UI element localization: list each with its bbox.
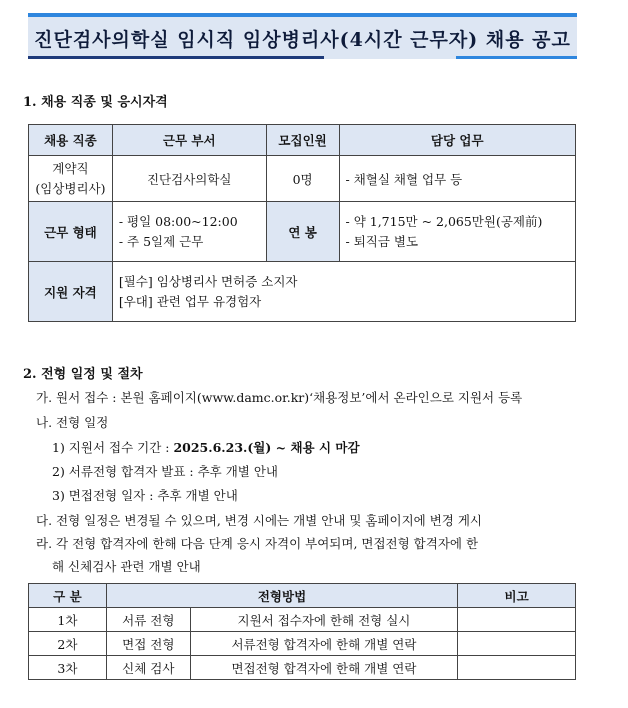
- title-box: [28, 17, 577, 59]
- qualification-line1: [필수] 임상병리사 면허증 소지자: [118, 273, 298, 289]
- detail-cell: 면접전형 합격자에 한해 개별 연락: [190, 656, 457, 680]
- detail-cell: 서류전형 합격자에 한해 개별 연락: [190, 632, 457, 656]
- header-job-type: 채용 직종: [29, 125, 113, 156]
- salary-label: 연 봉: [266, 202, 339, 262]
- section1-heading: 1. 채용 직종 및 응시자격: [23, 95, 168, 110]
- screening-header-row: [29, 584, 576, 608]
- work-type-cell: [112, 202, 266, 262]
- headcount-cell: 0명: [266, 156, 339, 202]
- job-table: [28, 124, 576, 322]
- work-type-label: 근무 형태: [29, 202, 113, 262]
- stage-cell: 2차: [29, 632, 107, 656]
- header-department: 근무 부서: [112, 125, 266, 156]
- qualification-label: 지원 자격: [29, 262, 113, 322]
- note-cell: [458, 632, 576, 656]
- department-cell: 진단검사의학실: [112, 156, 266, 202]
- header-duty: 담당 업무: [339, 125, 576, 156]
- item-ra-line2: 해 신체검사 관련 개별 안내: [52, 559, 201, 574]
- detail-cell: 지원서 접수자에 한해 전형 실시: [190, 608, 457, 632]
- step1-prefix: 1) 지원서 접수 기간 :: [52, 440, 174, 455]
- screening-table: [28, 583, 576, 680]
- schedule-step2: 2) 서류전형 합격자 발표 : 추후 개별 안내: [52, 464, 278, 479]
- job-table-row-qualification: [29, 262, 576, 322]
- header-method: 전형방법: [106, 584, 457, 608]
- job-table-row-position: [29, 156, 576, 202]
- title-underline-left: [28, 56, 324, 59]
- title-underline-right: [456, 56, 577, 59]
- method-cell: 서류 전형: [106, 608, 190, 632]
- note-cell: [458, 608, 576, 632]
- job-type-line1: 계약직: [52, 160, 89, 176]
- page-title: 진단검사의학실 임시직 임상병리사(4시간 근무자) 채용 공고: [34, 28, 571, 51]
- qualification-cell: [112, 262, 575, 322]
- method-cell: 면접 전형: [106, 632, 190, 656]
- job-type-line2: (임상병리사): [35, 180, 106, 196]
- section2-heading: 2. 전형 일정 및 절차: [23, 367, 143, 382]
- job-type-cell: [29, 156, 113, 202]
- salary-line2: - 퇴직금 별도: [345, 233, 419, 249]
- qualification-line2: [우대] 관련 업무 유경험자: [118, 293, 262, 309]
- stage-cell: 3차: [29, 656, 107, 680]
- title-banner: [28, 13, 577, 59]
- salary-cell: [339, 202, 576, 262]
- stage-cell: 1차: [29, 608, 107, 632]
- item-na: 나. 전형 일정: [36, 415, 109, 430]
- step1-date: 2025.6.23.(월) ~ 채용 시 마감: [173, 440, 360, 455]
- salary-line1: - 약 1,715만 ~ 2,065만원(공제前): [345, 213, 543, 229]
- job-table-header-row: [29, 125, 576, 156]
- schedule-step3: 3) 면접전형 일자 : 추후 개별 안내: [52, 488, 238, 503]
- table-row: [29, 656, 576, 680]
- job-table-row-worktype: [29, 202, 576, 262]
- header-stage: 구 분: [29, 584, 107, 608]
- item-ga: 가. 원서 접수 : 본원 홈페이지(www.damc.or.kr)‘채용정보’에서 온라인으로 지원서 등록: [36, 390, 523, 405]
- item-da: 다. 전형 일정은 변경될 수 있으며, 변경 시에는 개별 안내 및 홈페이지에 변경 게시: [36, 513, 483, 528]
- work-type-line1: - 평일 08:00~12:00: [118, 213, 238, 229]
- duty-cell: - 채혈실 채혈 업무 등: [339, 156, 576, 202]
- schedule-step1: [52, 438, 360, 456]
- note-cell: [458, 656, 576, 680]
- item-ra-line1: 라. 각 전형 합격자에 한해 다음 단계 응시 자격이 부여되며, 면접전형 합격자에 한: [36, 536, 479, 551]
- table-row: [29, 608, 576, 632]
- header-note: 비고: [458, 584, 576, 608]
- method-cell: 신체 검사: [106, 656, 190, 680]
- table-row: [29, 632, 576, 656]
- work-type-line2: - 주 5일제 근무: [118, 233, 204, 249]
- header-headcount: 모집인원: [266, 125, 339, 156]
